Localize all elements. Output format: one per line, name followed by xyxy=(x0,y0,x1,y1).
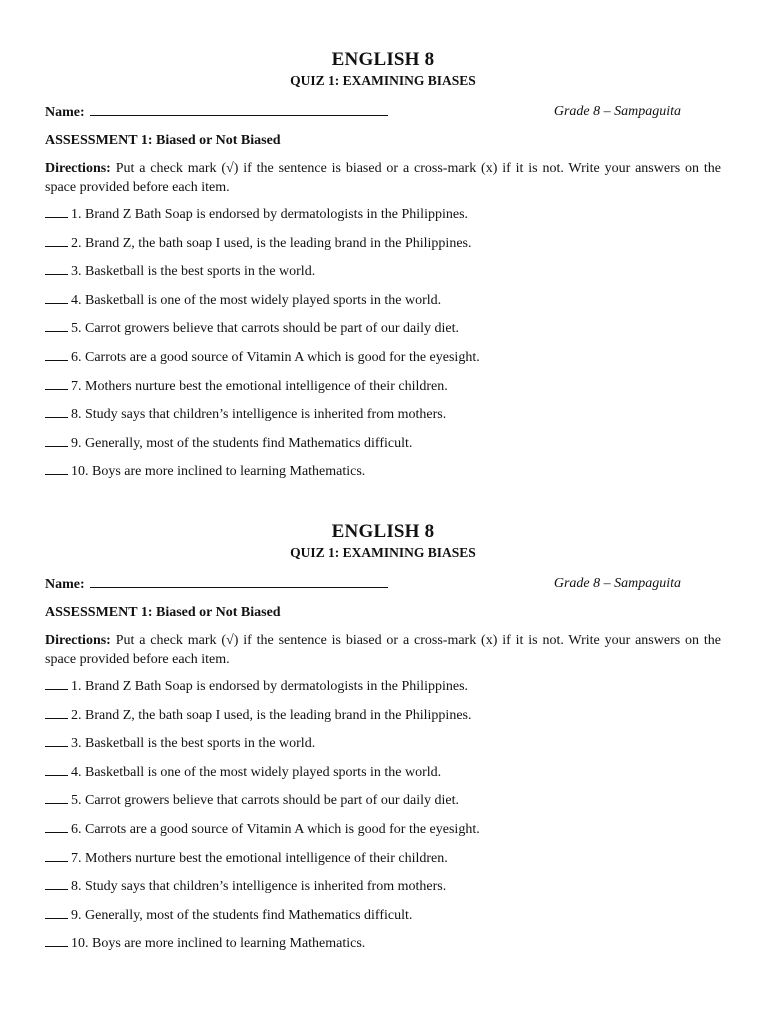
page-title: ENGLISH 8 xyxy=(331,49,435,70)
item-text: 9. Generally, most of the students find Mathematics difficult. xyxy=(71,907,413,923)
name-label: Name: xyxy=(45,105,85,120)
item-text: 1. Brand Z Bath Soap is endorsed by dermatologists in the Philippines. xyxy=(71,679,469,694)
item-text: 5. Carrot growers believe that carrots should be part of our daily diet. xyxy=(71,793,459,809)
list-item xyxy=(45,405,721,434)
directions xyxy=(45,631,721,669)
answer-blank[interactable] xyxy=(45,405,68,418)
item-text: 4. Basketball is one of the most widely played sports in the world. xyxy=(71,292,442,308)
answer-blank[interactable] xyxy=(45,234,68,247)
list-item xyxy=(45,763,721,792)
item-text: 9. Generally, most of the students find Mathematics difficult. xyxy=(71,435,413,451)
item-text: 1. Brand Z Bath Soap is endorsed by dermatologists in the Philippines. xyxy=(71,207,469,222)
quiz-subtitle: QUIZ 1: EXAMINING BIASES xyxy=(290,73,476,88)
list-item xyxy=(45,205,721,234)
item-text: 10. Boys are more inclined to learning Mathematics. xyxy=(71,936,366,952)
name-field[interactable] xyxy=(90,102,388,116)
grade-section-label: Grade 8 – Sampaguita xyxy=(553,576,681,591)
directions-label: Directions: xyxy=(45,161,111,176)
list-item xyxy=(45,934,721,963)
item-text: 8. Study says that children’s intelligence is inherited from mothers. xyxy=(71,407,447,423)
list-item xyxy=(45,262,721,291)
list-item xyxy=(45,348,721,377)
quiz-subtitle: QUIZ 1: EXAMINING BIASES xyxy=(290,545,476,560)
answer-blank[interactable] xyxy=(45,763,68,776)
assessment-heading: ASSESSMENT 1: Biased or Not Biased xyxy=(45,133,281,148)
item-text: 6. Carrots are a good source of Vitamin A which is good for the eyesight. xyxy=(71,821,480,837)
answer-blank[interactable] xyxy=(45,849,68,862)
answer-blank[interactable] xyxy=(45,706,68,719)
list-item xyxy=(45,734,721,763)
item-text: 7. Mothers nurture best the emotional intelligence of their children. xyxy=(71,850,448,866)
list-item xyxy=(45,906,721,935)
list-item xyxy=(45,319,721,348)
answer-blank[interactable] xyxy=(45,934,68,947)
assessment-heading: ASSESSMENT 1: Biased or Not Biased xyxy=(45,605,281,620)
answer-blank[interactable] xyxy=(45,462,68,475)
list-item xyxy=(45,377,721,406)
item-text: 5. Carrot growers believe that carrots should be part of our daily diet. xyxy=(71,321,459,337)
list-item xyxy=(45,820,721,849)
list-item xyxy=(45,291,721,320)
answer-blank[interactable] xyxy=(45,205,68,218)
item-list xyxy=(45,677,721,963)
answer-blank[interactable] xyxy=(45,877,68,890)
grade-section-label: Grade 8 – Sampaguita xyxy=(553,104,681,119)
name-label: Name: xyxy=(45,577,85,592)
answer-blank[interactable] xyxy=(45,791,68,804)
page-title: ENGLISH 8 xyxy=(331,521,435,542)
list-item xyxy=(45,234,721,263)
item-text: 3. Basketball is the best sports in the world. xyxy=(71,264,316,280)
item-text: 10. Boys are more inclined to learning Mathematics. xyxy=(71,464,366,480)
directions xyxy=(45,159,721,197)
name-field[interactable] xyxy=(90,574,388,588)
item-text: 6. Carrots are a good source of Vitamin A which is good for the eyesight. xyxy=(71,349,480,365)
item-text: 7. Mothers nurture best the emotional intelligence of their children. xyxy=(71,378,448,394)
answer-blank[interactable] xyxy=(45,319,68,332)
item-text: 3. Basketball is the best sports in the world. xyxy=(71,736,316,752)
answer-blank[interactable] xyxy=(45,291,68,304)
item-text: 8. Study says that children’s intelligence is inherited from mothers. xyxy=(71,879,447,895)
item-text: 4. Basketball is one of the most widely played sports in the world. xyxy=(71,764,442,780)
answer-blank[interactable] xyxy=(45,820,68,833)
answer-blank[interactable] xyxy=(45,677,68,690)
list-item xyxy=(45,677,721,706)
answer-blank[interactable] xyxy=(45,434,68,447)
list-item xyxy=(45,791,721,820)
answer-blank[interactable] xyxy=(45,734,68,747)
answer-blank[interactable] xyxy=(45,377,68,390)
list-item xyxy=(45,706,721,735)
item-text: 2. Brand Z, the bath soap I used, is the leading brand in the Philippines. xyxy=(71,235,472,251)
directions-text: Put a check mark (√) if the sentence is biased or a cross-mark (x) if it is not. Write your answers on the space provided before each item. xyxy=(45,633,721,667)
name-row xyxy=(45,102,721,122)
item-text: 2. Brand Z, the bath soap I used, is the leading brand in the Philippines. xyxy=(71,707,472,723)
directions-text: Put a check mark (√) if the sentence is biased or a cross-mark (x) if it is not. Write your answers on the space provided before each item. xyxy=(45,161,721,195)
list-item xyxy=(45,849,721,878)
answer-blank[interactable] xyxy=(45,348,68,361)
list-item xyxy=(45,877,721,906)
directions-label: Directions: xyxy=(45,633,111,648)
list-item xyxy=(45,462,721,491)
item-list xyxy=(45,205,721,491)
quiz-copy-bottom xyxy=(45,520,721,963)
name-row xyxy=(45,574,721,594)
answer-blank[interactable] xyxy=(45,906,68,919)
quiz-copy-top xyxy=(45,48,721,491)
list-item xyxy=(45,434,721,463)
answer-blank[interactable] xyxy=(45,262,68,275)
